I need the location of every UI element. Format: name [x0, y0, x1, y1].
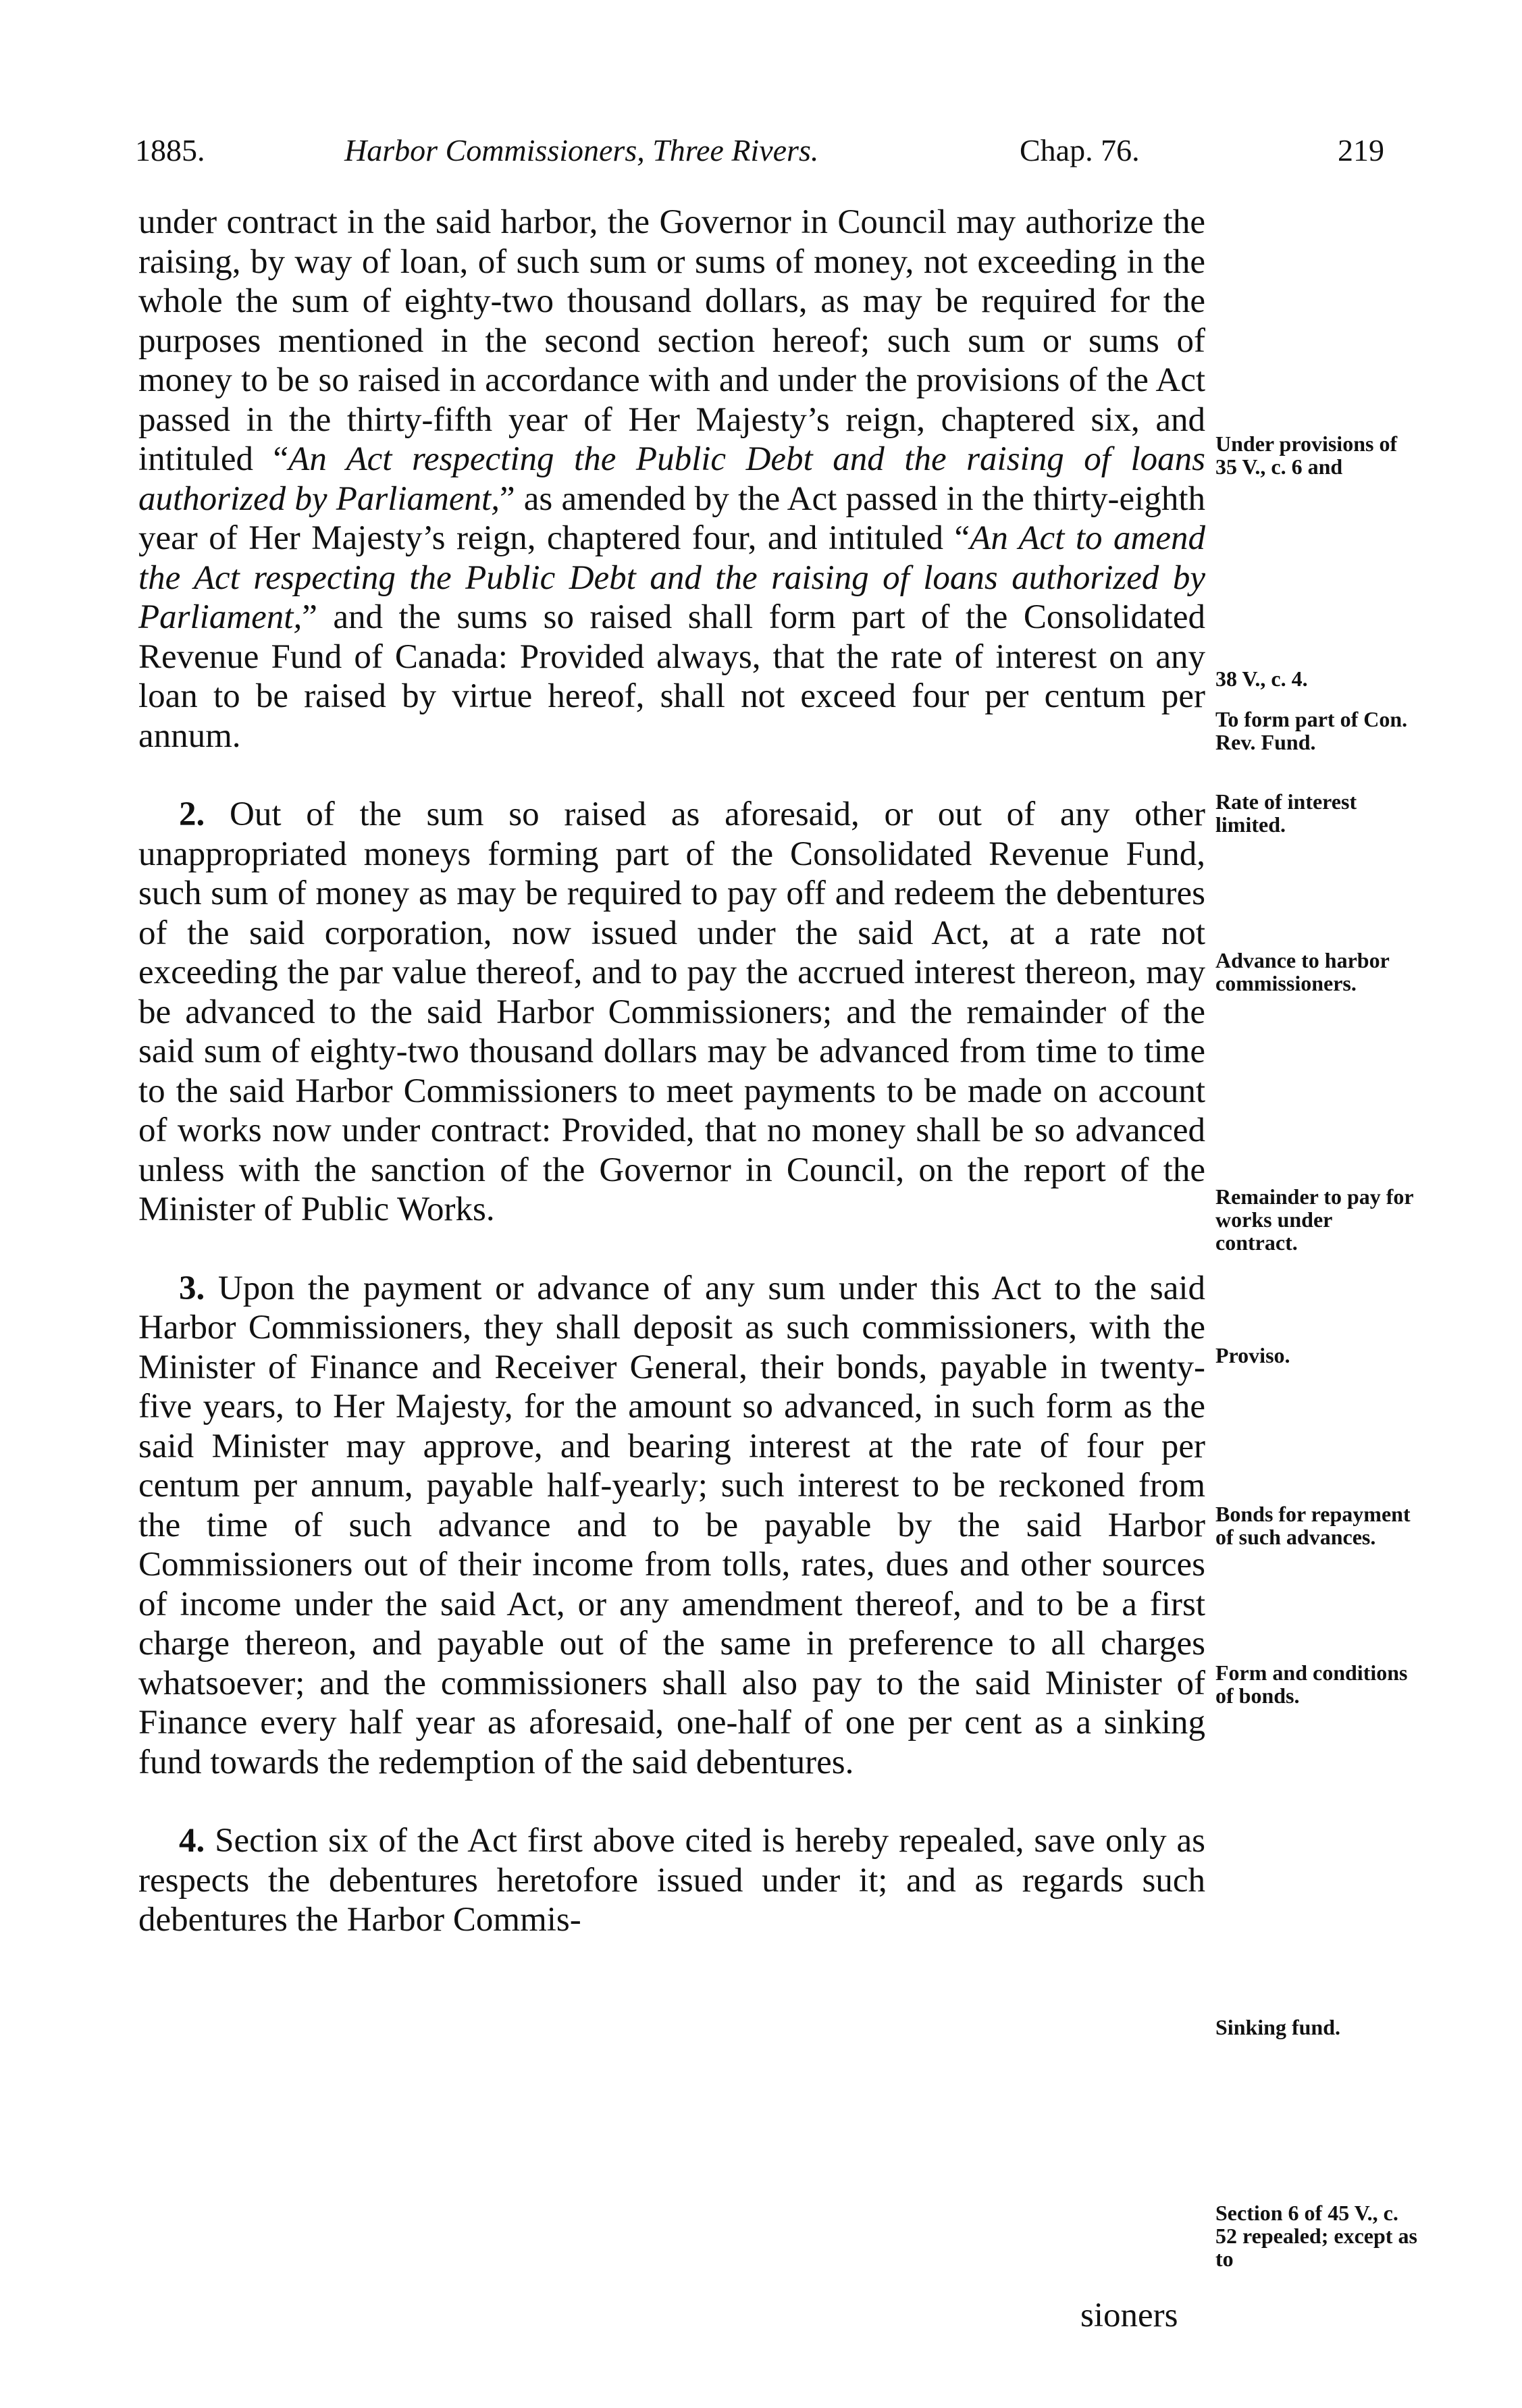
- margin-note-under-provisions: Under provisions of 35 V., c. 6 and: [1215, 431, 1398, 479]
- margin-note-section-repealed: Section 6 of 45 V., c. 52 repealed; except as to: [1215, 2201, 1417, 2271]
- p1-text-c: ” as amended by the Act passed in the thirty-eighth year of Her Majesty’s reign, chaptered four, and intituled “: [138, 479, 1206, 557]
- margin-note-interest-limited: Rate of interest limited.: [1215, 789, 1357, 837]
- margin-note-advance: Advance to harbor commissioners.: [1215, 948, 1390, 995]
- header-chapter: Chap. 76.: [1020, 133, 1140, 167]
- p1-act-title-2: An Act to amend the Act respecting the Public Debt and the raising of loans authorized by Parliament,: [138, 519, 1205, 636]
- p1-text-e: ” and the sums so raised shall form part of the Consolidated Revenue Fund of Canada: Provided always, that the rate of interest on any loan to be raised by virtue hereof, shall not exceed four per centum per annum.: [138, 598, 1205, 755]
- margin-note-38v: 38 V., c. 4.: [1215, 666, 1308, 691]
- section-4-number: 4.: [179, 1822, 205, 1860]
- margin-note-consolidated-fund: To form part of Con. Rev. Fund.: [1215, 707, 1408, 754]
- paragraph-section-2: [138, 795, 1205, 1230]
- section-3-number: 3.: [179, 1269, 205, 1307]
- catchword: sioners: [1080, 2297, 1178, 2334]
- paragraph-section-3: [138, 1269, 1205, 1783]
- p1-act-title-1: An Act respecting the Public Debt and the raising of loans authorized by Parliament,: [138, 440, 1205, 518]
- margin-note-remainder: Remainder to pay for works under contract.: [1215, 1184, 1414, 1255]
- section-2-text: Out of the sum so raised as aforesaid, or out of any other unappropriated moneys forming part of the Consolidated Revenue Fund, such sum of money as may be required to pay off and redeem the debentures of the said corporation, now issued under the said Act, at a rate not exceeding the par value thereof, and to pay the accrued interest thereon, may be advanced to the said Harbor Commissioners; and the remainder of the said sum of eighty-two thousand dollars may be advanced from time to time to the said Harbor Commissioners to meet payments to be made on account of works now under contract: Provided, that no money shall be so advanced unless with the sanction of the Governor in Council, on the report of the Minister of Public Works.: [138, 795, 1205, 1228]
- margin-note-bonds: Bonds for repayment of such advances.: [1215, 1502, 1411, 1549]
- section-3-text: Upon the payment or advance of any sum under this Act to the said Harbor Commissioners, they shall deposit as such commissioners, with the Minister of Finance and Receiver General, their bonds, payable in twenty-five years, to Her Majesty, for the amount so advanced, in such form as the said Minister may approve, and bearing interest at the rate of four per centum per annum, payable half-yearly; such interest to be reckoned from the time of such advance and to be payable by the said Harbor Commissioners out of their income from tolls, rates, dues and other sources of income under the said Act, or any amendment thereof, and to be a first charge thereon, and payable out of the same in preference to all charges whatsoever; and the commissioners shall also pay to the said Minister of Finance every half year as aforesaid, one-half of one per cent as a sinking fund towards the redemption of the said debentures.: [138, 1269, 1206, 1781]
- section-2-number: 2.: [179, 795, 205, 833]
- paragraph-section-4: [138, 1821, 1205, 1940]
- p1-text-a: under contract in the said harbor, the Governor in Council may authorize the raising, by way of loan, of such sum or sums of money, not exceeding in the whole the sum of eighty-two thousand dollars, as may be required for the purposes mentioned in the second section hereof; such sum or sums of money to be so raised in accordance with and under the provisions of the Act passed in the thirty-fifth year of Her Majesty’s reign, chaptered six, and intituled “: [138, 203, 1205, 478]
- header-year: 1885.: [135, 133, 205, 167]
- paragraph-section-1-continued: [138, 203, 1205, 756]
- margin-note-proviso: Proviso.: [1215, 1343, 1290, 1367]
- section-4-text: Section six of the Act first above cited is hereby repealed, save only as respects the debentures heretofore issued under it; and as regards such debentures the Harbor Commis-: [138, 1822, 1205, 1939]
- margin-note-form-of-bonds: Form and conditions of bonds.: [1215, 1660, 1408, 1708]
- running-header: [135, 127, 1384, 174]
- page-number: 219: [1338, 133, 1384, 167]
- margin-note-sinking-fund: Sinking fund.: [1215, 2015, 1341, 2039]
- header-title: Harbor Commissioners, Three Rivers.: [344, 133, 819, 167]
- main-text: [138, 203, 1205, 1940]
